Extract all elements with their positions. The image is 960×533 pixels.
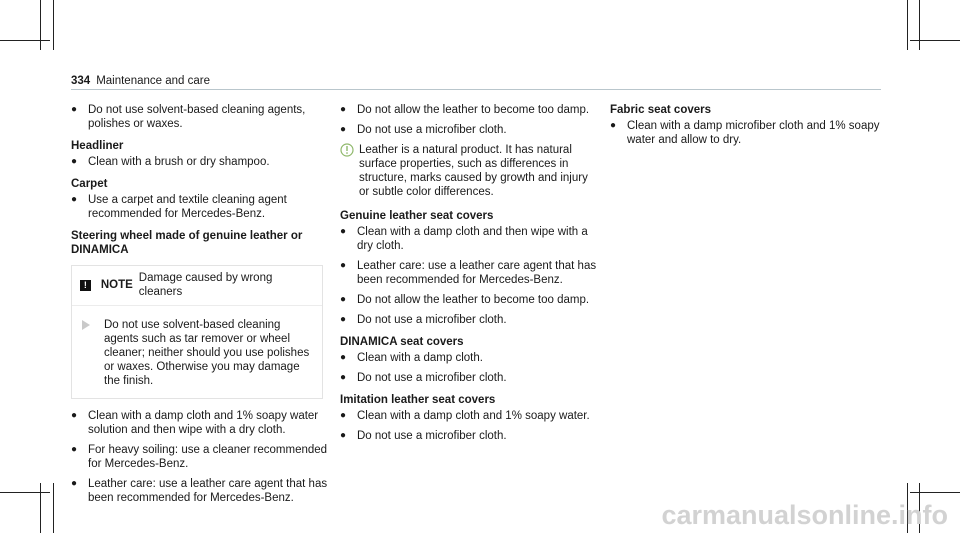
- list-item: ● Do not use a microfiber cloth.: [340, 124, 507, 136]
- crop-mark: [40, 0, 41, 50]
- crop-mark: [53, 483, 54, 533]
- section-heading: DINAMICA seat covers: [340, 336, 464, 348]
- list-item: ● Use a carpet and textile cleaning agent recommended for Mercedes-Benz.: [71, 194, 287, 220]
- bullet-icon: ●: [340, 410, 347, 421]
- crop-mark: [907, 0, 908, 50]
- bullet-list: [71, 155, 329, 169]
- bullet-icon: ●: [340, 314, 347, 325]
- bullet-icon: ●: [340, 124, 347, 135]
- bullet-icon: ●: [71, 444, 78, 455]
- page-number: 334: [71, 75, 91, 87]
- crop-mark: [910, 40, 960, 41]
- list-item: ● Leather care: use a leather care agent that has been recommended for Mercedes-Benz.: [71, 478, 328, 504]
- section-heading: Fabric seat covers: [610, 104, 712, 116]
- info-text: Leather is a natural product. It has natural surface properties, such as differences in structure, marks caused by growth and injury or subtle color differences.: [359, 144, 588, 198]
- header-divider: [71, 89, 881, 90]
- list-item: ● Do not use a microfiber cloth.: [340, 430, 507, 442]
- section-title: Maintenance and care: [96, 75, 210, 87]
- bullet-icon: ●: [71, 104, 78, 115]
- bullet-list: [610, 119, 880, 147]
- note-box: [71, 265, 323, 399]
- list-item: ● Do not use a microfiber cloth.: [340, 372, 507, 384]
- bullet-icon: ●: [340, 430, 347, 441]
- list-item: ● Clean with a damp cloth and then wipe with a dry cloth.: [340, 226, 588, 252]
- list-item: ● Clean with a damp cloth and 1% soapy water.: [340, 410, 590, 422]
- bullet-icon: ●: [340, 226, 347, 237]
- page-header: [71, 74, 210, 88]
- play-icon: [82, 320, 90, 330]
- bullet-icon: ●: [71, 410, 78, 421]
- section-heading: Headliner: [71, 140, 124, 152]
- list-item: ● Do not use a microfiber cloth.: [340, 314, 507, 326]
- section-heading: Steering wheel made of genuine leather or DINAMICA: [71, 230, 303, 256]
- section-heading: Imitation leather seat covers: [340, 394, 496, 406]
- bullet-icon: ●: [340, 104, 347, 115]
- bullet-list: [340, 225, 600, 327]
- bullet-icon: ●: [340, 372, 347, 383]
- column-3: [610, 103, 880, 153]
- bullet-list: [340, 409, 600, 443]
- crop-mark: [53, 0, 54, 50]
- warning-icon: !: [80, 280, 91, 291]
- bullet-list: [71, 193, 329, 221]
- info-icon: [340, 143, 354, 157]
- bullet-list: [71, 409, 329, 505]
- section-heading: Genuine leather seat covers: [340, 210, 494, 222]
- watermark: carmanualsonline.info: [661, 500, 948, 530]
- list-item: ● Do not use solvent-based cleaning agents, polishes or waxes.: [71, 104, 306, 130]
- bullet-icon: ●: [71, 478, 78, 489]
- crop-mark: [0, 40, 50, 41]
- bullet-icon: ●: [71, 194, 78, 205]
- bullet-icon: ●: [340, 352, 347, 363]
- list-item: ● Do not allow the leather to become too damp.: [340, 104, 590, 116]
- note-title: NOTE: [100, 279, 133, 291]
- note-body: [72, 305, 322, 398]
- bullet-icon: ●: [71, 156, 78, 167]
- bullet-icon: ●: [340, 294, 347, 305]
- bullet-icon: ●: [340, 260, 347, 271]
- bullet-list: [71, 103, 329, 131]
- list-item: ● Leather care: use a leather care agent that has been recommended for Mercedes-Benz.: [340, 260, 597, 286]
- info-note: [340, 143, 600, 199]
- note-heading: Damage caused by wrong cleaners: [138, 272, 273, 298]
- bullet-list: [340, 351, 600, 385]
- list-item: ● Clean with a damp cloth and 1% soapy water solution and then wipe with a dry cloth.: [71, 410, 319, 436]
- list-item: ● Clean with a brush or dry shampoo.: [71, 156, 270, 168]
- column-2: [340, 103, 600, 449]
- crop-mark: [910, 492, 960, 493]
- bullet-list: [340, 103, 600, 137]
- crop-mark: [919, 0, 920, 50]
- note-text: Do not use solvent-based cleaning agents such as tar remover or wheel cleaner; neither should you use polishes or waxes. Otherwise you may damage the finish.: [104, 319, 310, 387]
- list-item: ● Clean with a damp microfiber cloth and 1% soapy water and allow to dry.: [610, 120, 880, 146]
- column-1: [71, 103, 329, 511]
- section-heading: Carpet: [71, 178, 108, 190]
- note-header: [72, 266, 322, 305]
- bullet-icon: ●: [610, 120, 617, 131]
- list-item: ● Do not allow the leather to become too damp.: [340, 294, 590, 306]
- list-item: ● Clean with a damp cloth.: [340, 352, 483, 364]
- list-item: ● For heavy soiling: use a cleaner recommended for Mercedes-Benz.: [71, 444, 328, 470]
- crop-mark: [0, 492, 50, 493]
- crop-mark: [40, 483, 41, 533]
